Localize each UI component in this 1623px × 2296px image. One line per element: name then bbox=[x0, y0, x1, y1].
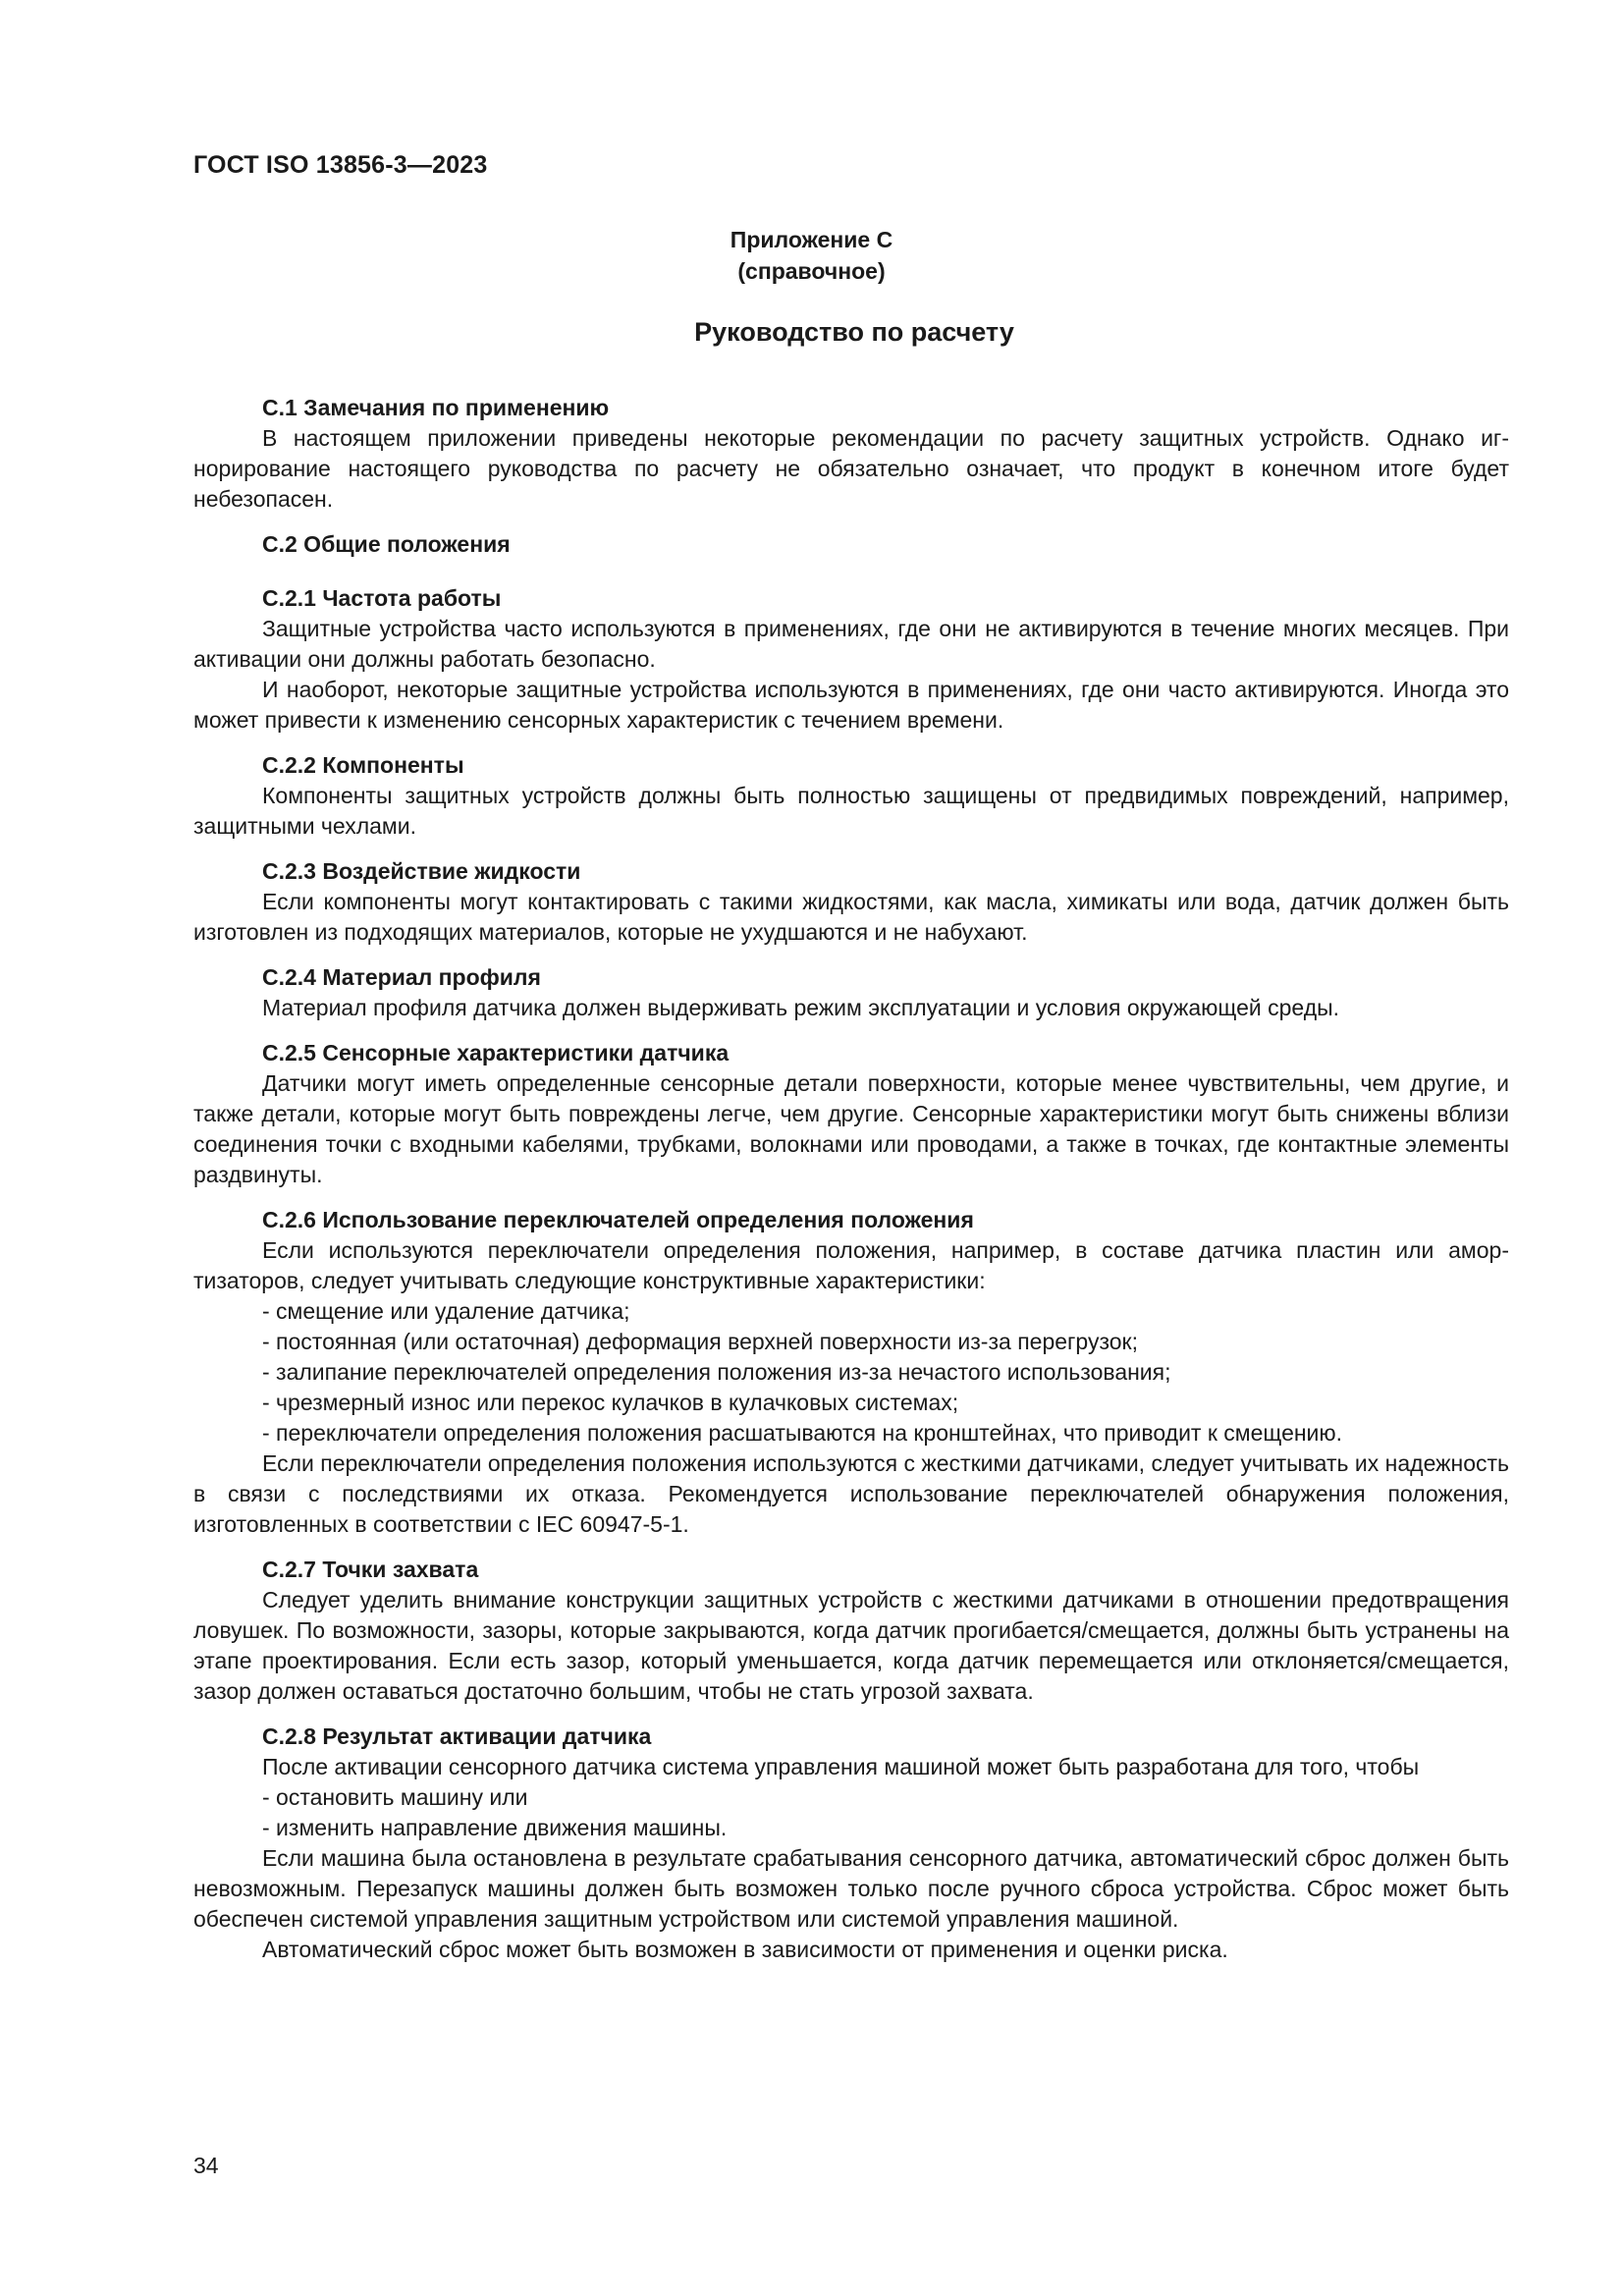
paragraph: Если компоненты могут контактировать с такими жидкостями, как масла, химикаты или вода, датчик должен быть изготовлен из подходящих материалов, которые не ухудшаются и не набухают. bbox=[193, 889, 1509, 945]
paragraph: Автоматический сброс может быть возможен в зависимости от применения и оценки риска. bbox=[262, 1937, 1228, 1962]
list-item: - смещение или удаление датчика; bbox=[262, 1298, 630, 1324]
section-heading-c23: С.2.3 Воздействие жидкости bbox=[262, 858, 581, 884]
page-title: Руководство по расчету bbox=[694, 317, 1014, 347]
annex-note: (справочное) bbox=[737, 258, 886, 284]
section-heading-c27: С.2.7 Точки захвата bbox=[262, 1557, 479, 1582]
section-heading-c26: С.2.6 Использование переключателей определения положения bbox=[262, 1207, 974, 1232]
paragraph: Если машина была остановлена в результате срабатывания сенсорного датчика, автоматический сброс должен быть невозможным. Перезапуск машины должен быть возможен только после ручного сброса устройства. Сброс может быть обеспечен системой управления защитным устройством или системой управления машиной. bbox=[193, 1845, 1509, 1932]
paragraph: Если используются переключатели определения положения, например, в составе датчика пластин или амортизаторов, следует учитывать следующие конструктивные характеристики: bbox=[193, 1237, 1509, 1293]
section-heading-c21: С.2.1 Частота работы bbox=[262, 585, 502, 611]
paragraph: Материал профиля датчика должен выдерживать режим эксплуатации и условия окружающей среды. bbox=[262, 995, 1340, 1020]
list-item: - залипание переключателей определения положения из-за нечастого использования; bbox=[262, 1359, 1171, 1385]
paragraph: Компоненты защитных устройств должны быть полностью защищены от предвидимых повреждений, например, защитными чехлами. bbox=[193, 783, 1509, 839]
document-body bbox=[193, 393, 1509, 1965]
annex-title: Приложение С bbox=[730, 227, 893, 252]
section-heading-c1: С.1 Замечания по применению bbox=[262, 395, 610, 420]
paragraph: Если переключатели определения положения используются с жесткими датчиками, следует учитывать их надежность в связи с последствиями их отказа. Рекомендуется использование переключателей обнаружения положения, изготовленных в соответствии с IEC 60947-5-1. bbox=[193, 1450, 1509, 1537]
section-heading-c24: С.2.4 Материал профиля bbox=[262, 964, 541, 990]
list-item: - изменить направление движения машины. bbox=[262, 1815, 728, 1840]
section-heading-c25: С.2.5 Сенсорные характеристики датчика bbox=[262, 1040, 730, 1066]
paragraph: В настоящем приложении приведены некоторые рекомендации по расчету защитных устройств. Однако игнорирование настоящего руководства по расчету не обязательно означает, что продукт в конечном итоге будет небезопасен. bbox=[193, 425, 1509, 512]
paragraph: Следует уделить внимание конструкции защитных устройств с жесткими датчиками в отношении предотвращения ловушек. По возможности, зазоры, которые закрываются, когда датчик прогибается/смещается, должны быть устранены на этапе проектирования. Если есть зазор, который уменьшается, когда датчик перемещается или отклоняется/смещается, зазор должен оставаться достаточно большим, чтобы не стать угрозой захвата. bbox=[193, 1587, 1509, 1704]
section-heading-c22: С.2.2 Компоненты bbox=[262, 752, 464, 778]
paragraph: Защитные устройства часто используются в применениях, где они не активируются в течение многих месяцев. При активации они должны работать безопасно. bbox=[193, 616, 1509, 672]
section-heading-c2: С.2 Общие положения bbox=[262, 531, 511, 557]
paragraph: После активации сенсорного датчика система управления машиной может быть разработана для того, чтобы bbox=[262, 1754, 1420, 1779]
paragraph: И наоборот, некоторые защитные устройства используются в применениях, где они часто активируются. Иногда это может привести к изменению сенсорных характеристик с течением времени. bbox=[193, 677, 1509, 733]
section-heading-c28: С.2.8 Результат активации датчика bbox=[262, 1723, 652, 1749]
list-item: - постоянная (или остаточная) деформация верхней поверхности из-за перегрузок; bbox=[262, 1329, 1138, 1354]
document-code: ГОСТ ISO 13856-3—2023 bbox=[193, 151, 488, 179]
list-item: - чрезмерный износ или перекос кулачков в кулачковых системах; bbox=[262, 1390, 959, 1415]
list-item: - переключатели определения положения расшатываются на кронштейнах, что приводит к смещению. bbox=[262, 1420, 1343, 1446]
list-item: - остановить машину или bbox=[262, 1784, 528, 1810]
page-number: 34 bbox=[193, 2153, 219, 2178]
paragraph: Датчики могут иметь определенные сенсорные детали поверхности, которые менее чувствительны, чем другие, и также детали, которые могут быть повреждены легче, чем другие. Сенсорные характеристики могут быть снижены вблизи соединения точки с входными кабелями, трубками, волокнами или проводами, а также в точках, где контактные элементы раздвинуты. bbox=[193, 1070, 1509, 1187]
